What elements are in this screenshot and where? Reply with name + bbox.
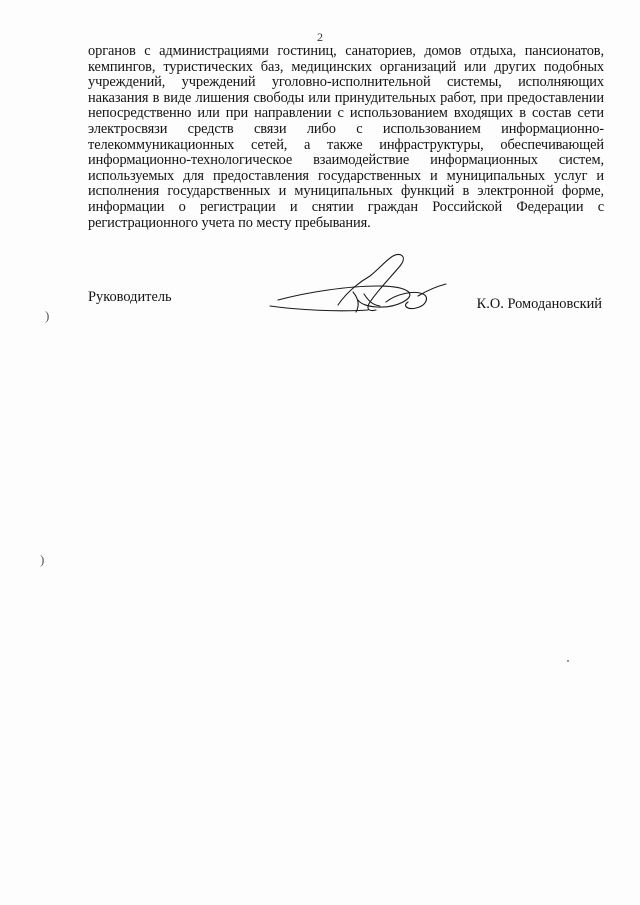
signatory-title: Руководитель (88, 289, 172, 305)
page-number: 2 (317, 30, 323, 44)
scan-dot (567, 660, 569, 662)
body-paragraph: органов с администрациями гостиниц, санаториев, домов отдыха, пансионатов, кемпингов, туристических баз, медицинских организаций или других подобных учреждений, учреждений уголовно-исполнительной системы, исполняющих наказания в виде лишения свободы или принудительных работ, при предоставлении непосредственно или при направлении с использованием входящих в состав сети электросвязи средств связи либо с использованием информационно-телекоммуникационных сетей, а также инфраструктуры, обеспечивающей информационно-технологическое взаимодействие информационных систем, используемых для предоставления государственных и муниципальных услуг и исполнения государственных и муниципальных функций в электронной форме, информации о регистрации и снятии граждан Российской Федерации с регистрационного учета по месту пребывания. (88, 43, 604, 231)
signatory-name: К.О. Ромодановский (476, 296, 602, 312)
margin-mark: ) (40, 552, 45, 567)
handwritten-signature (268, 250, 448, 325)
margin-mark: ) (45, 308, 50, 323)
